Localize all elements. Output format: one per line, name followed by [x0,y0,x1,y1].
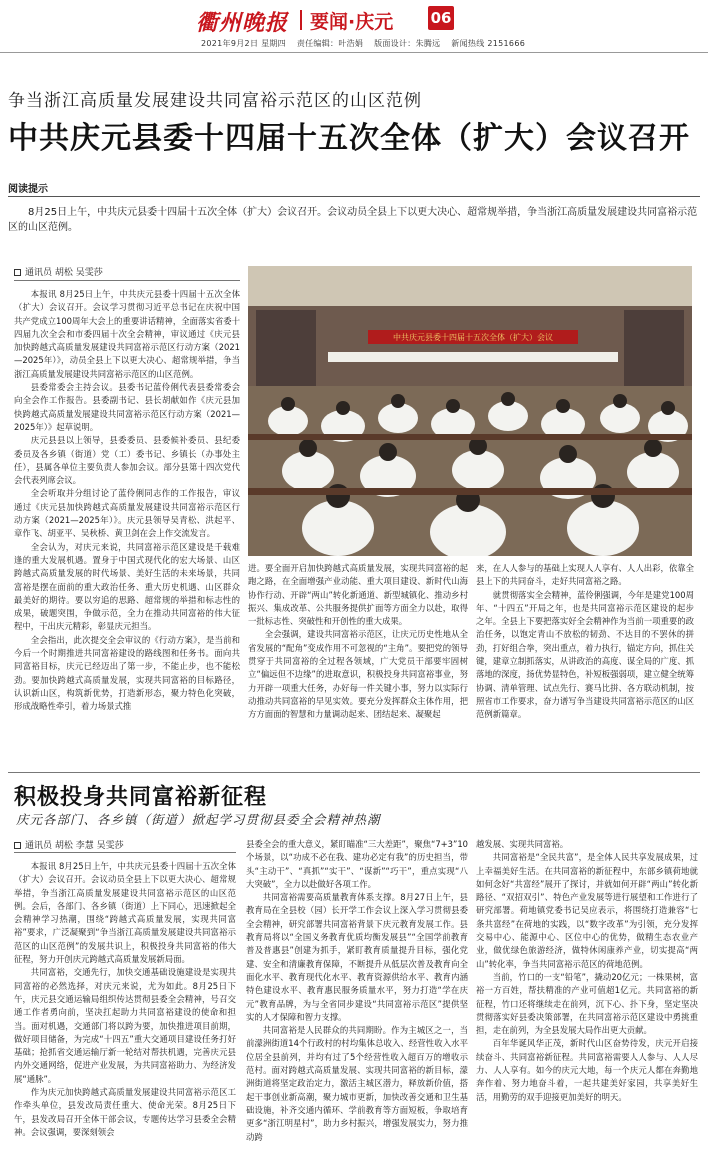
masthead-divider [300,10,302,30]
story2-col2-p1: 县委全会的重大意义，紧盯瞄准“三大差距”，聚焦“7+3”10个场景，以“功成不必在我、建功必定有我”的历史担当，带头“主动干”、“真抓”“实干”、“谋新”“巧干”，重点实现“八大突破”，全力以赴做好各项工作。 [246,839,468,889]
page-number: 06 [428,6,454,30]
story1-column-2 [248,562,468,764]
masthead [0,0,708,56]
editor-credit: 责任编辑：叶浩娟 [296,39,364,48]
issue-date: 2021年9月2日 星期四 [201,39,286,48]
story1-col1-p3: 庆元县县以上领导，县委委员、县委候补委员、县纪委委员及各乡镇（街道）党（工）委书记、乡镇长（办事处主任），县属各单位主要负责人参加会议。部分县第十四次党代会代表列席会议。 [14,435,240,486]
section-title: 要闻·庆元 [310,11,394,33]
square-bullet-icon [14,269,21,276]
story2-subheadline: 庆元各部门、各乡镇（街道）掀起学习贯彻县委全会精神热潮 [16,812,381,827]
story2-col2-p2: 共同富裕需要高质量教育体系支撑。8月27日上午，县教育局在全县校（园）长开学工作会议上深入学习贯彻县委全会精神，研究部署共同富裕背景下庆元教育发展工作。县教育局将以“全国义务教育优质均衡发展县”“全国学前教育普及普惠县”创建为抓手，紧盯教育质量提升目标，强化党建、安全和清廉教育保障，不断提升从低层次普及教育向全面化水平、教育现代化水平、教育资源供给水平、教育内涵特色建设水平、教育惠民服务质量水平，努力打造“学在庆元”教育品牌，为与全省同步建设“共同富裕示范区”提供坚实的人才保障和智力支撑。 [246,892,468,1022]
lead-label: 阅读提示 [8,184,48,195]
story2-col1-p1: 本报讯 8月25日上午，中共庆元县委十四届十五次全体（扩大）会议召开。会议动员全县上下以更大决心、超常规举措，争当浙江高质量发展建设共同富裕示范区的山区范例。会后，各部门、各乡镇（街道）上下同心，迅速掀起全会精神学习热潮，围绕“跨越式高质量发展，实现共同富裕”要求，广泛凝聚到“争当浙江高质量发展建设共同富裕示范区的山区范例”的发展共识上，积极投身共同富裕的伟大征程，努力开创庆元跨越式高质量发展新局面。 [14,861,236,965]
newspaper-logo: 衢州晚报 [196,10,289,36]
story1-column-1 [14,288,240,763]
story2-col3-p4: 百年华诞风华正茂，新时代山区奋势待发，庆元开启接续奋斗、共同富裕新征程。共同富裕需要人人参与、人人尽力、人人享有。如今的庆元大地，每一个庆元人都在奔勤地奔作着、努力地奋斗着，一起共建美好家园，共享美好生活，用勤劳的双手迎接更加美好的明天。 [476,1038,698,1102]
news-hotline: 新闻热线 2151666 [451,39,526,48]
story2-col2-p3: 共同富裕是人民群众的共同期盼。作为主城区之一，当前濛洲街道14个行政村的村均集体总收入、经营性收入水平位居全县前列，并均有过了5个经营性收入超百万的增收示范村。面对跨越式高质量发展、实现共同富裕的新目标，濛洲街道将坚定政治定力，激活主城区潜力，释放新价值，搭起干事创业新高潮，聚力城市更新，加快改善交通和卫生基础设施，补齐交通内循环、学前教育等方面短板，争取培育更多“浙江明星村”，助力乡村振兴，增强发展实力，努力推动跨 [246,1025,468,1142]
story1-col1-p6: 全会指出，此次提交全会审议的《行动方案》，是当前和今后一个时期推进共同富裕建设的路线图和任务书。面向共同富裕目标，庆元已经迈出了第一步，不能止步，也不能松劲。要加快跨越式高质量发展，实现共同富裕的目标路径，认识新山区，构筑新优势，打造新形态，聚力特色化突破，形成战略性牵引，着力场景式推 [14,634,240,712]
story2-byline-text: 通讯员 胡松 李慧 吴雯莎 [25,841,124,851]
lead-paragraph: 8月25日上午，中共庆元县委十四届十五次全体（扩大）会议召开。会议动员全县上下以更大决心、超常规举措，争当浙江高质量发展建设共同富裕示范区的山区范例。 [8,207,698,233]
story1-byline [14,265,103,278]
square-bullet-icon [14,842,21,849]
story2-headline: 积极投身共同富裕新征程 [14,785,268,810]
story2-column-2 [246,838,468,1154]
story1-byline-rule [14,280,240,281]
designer-credit: 版面设计：朱腾远 [374,39,441,48]
section-divider [8,772,700,773]
story1-col1-p5: 全会认为，对庆元来说，共同富裕示范区建设是千载难逢的重大发展机遇。置身于中国式现代化的宏大场景、山区跨越式高质量发展的时代场景、美好生活的未来场景，共同富裕是摆在面前的重大政治任务、重大历史机遇、山区群众最美好的期待。要以穷追的思路、超常规的举措和标志性的成果，破题突围，争做示范，全力在推动共同富裕的伟大征程中，干出庆元精彩，彰显庆元担当。 [14,541,240,632]
masthead-rule [0,52,708,53]
story2-byline [14,838,124,851]
meeting-photo-image [248,266,692,556]
story2-col1-p3: 作为庆元加快跨越式高质量发展建设共同富裕示范区工作牵头单位，县发改局责任重大、使命光荣。8月25日下午，县发改局召开全体干部会议，专题传达学习县委全会精神。会议强调，要深刻领会 [14,1087,236,1137]
story2-col3-p1: 越发展、实现共同富裕。 [476,839,569,849]
story2-col3-p3: 当前，竹口的一支“铅笔”，撬动20亿元；一株果树，富裕一方百姓，帮扶精准的产业可值超1亿元。共同富裕的新征程，竹口还将继续走在前列，沉下心、扑下身，坚定坚决贯彻落实好县委决策部署，在共同富裕示范区建设中勇挑重担，走在前列，为全县发展大局作出更大贡献。 [476,971,698,1036]
lead-rule [8,196,700,197]
story1-col3-p2: 就贯彻落实全会精神，蓝伶俐强调，今年是建党100周年、“十四五”开局之年，也是共同富裕示范区建设的起步之年。全县上下要把落实好全会精神作为当前一项重要的政治任务，以饱定青山不放松的韧劲、不达目的不罢休的拼劲，打好组合拳，突出重点，着力执行，锚定方向，抓住关键，建章立制抓落实，从讲政治的高度、谋全局的广度、抓落地的深度，扬优势显特色，补短板强弱项，建立健全统筹协调、清单管理、试点先行、赛马比拼、各方联动机制，按照省市工作要求，奋力谱写争当建设共同富裕示范区的山区范例新篇章。 [476,589,694,720]
story2-col1-p2: 共同富裕，交通先行，加快交通基础设施建设是实现共同富裕的必然选择，对庆元来说，尤为如此。8月25日下午，庆元县交通运输局组织传达贯彻县委全会精神，号召交通工作者勇向前，坚决扛起助力共同富裕建设的使命和担当。面对机遇，交通部门将以跨为要，加快推进项目前期，做好项目储备，为完成“十四五”重大交通项目建设任务打好基础；抢抓省交通运输厅新一轮结对帮扶机遇，完善庆元县内外交通网络，促进产业发展，为共同富裕助力、为经济发展“通脉”。 [14,967,236,1084]
story2-column-1 [14,860,236,1154]
photo-banner-text: 中共庆元县委十四届十五次全体（扩大）会议 [393,333,553,342]
masthead-meta [201,38,533,49]
story2-column-3 [476,838,698,1154]
story1-col1-p1: 本报讯 8月25日上午，中共庆元县委十四届十五次全体（扩大）会议召开。会议学习贯彻习近平总书记在庆祝中国共产党成立100周年大会上的重要讲话精神，全面落实省委十四届九次全会和市委四届十次全会精神，审议通过《庆元县加快跨越式高质量发展建设共同富裕示范区行动方案（2021—2025年）》，动员全县上下以更大决心、超常规举措，争当浙江高质量发展建设共同富裕示范区的山区范例。 [14,289,240,379]
story2-col3-p2: 共同富裕是“全民共富”，是全体人民共享发展成果，过上幸福美好生活。在共同富裕的新征程中，东部乡镇荷地就如何念好“共富经”展开了探讨，并就如何开辟“两山”转化新路径、“双招双引”、特色产业发展等进行展望和工作进行了研究部署。荷地镇党委书记吴应表示，将围绕打造兼容“七条共富经”在荷地的实践，以“数字改革”为引领，充分发挥交易中心、能源中心、区位中心的优势，做精生态农业产业，做优绿色旅游经济，做特休闲康养产业，切实提高“两山”转化率，争当共同富裕示范区的荷地范例。 [476,852,698,969]
story1-col1-p4: 全会听取并分组讨论了蓝伶俐同志作的工作报告，审议通过《庆元县加快跨越式高质量发展建设共同富裕示范区行动方案（2021—2025年）》。庆元县领导吴青松、洪起平、章作飞、胡亚平、吴秋桥、黄卫剑在会上作交流发言。 [14,488,240,539]
story1-headline: 中共庆元县委十四届十五次全体（扩大）会议召开 [8,121,690,156]
story1-byline-text: 通讯员 胡松 吴雯莎 [25,268,103,278]
meeting-photo [248,266,692,556]
story1-col3-p1: 来，在人人参与的基础上实现人人享有、人人出彩，依靠全县上下的共同奋斗，走好共同富裕之路。 [476,563,694,587]
story1-col2-p1: 进。要全面开启加快跨越式高质量发展，实现共同富裕的起跑之路，在全面增强产业动能、重大项目建设、新时代山海协作行动、开辟“两山”转化新通道、新型城镇化、推动乡村振兴、集成改革、公共服务提供扩面等方面全力以赴，取得一批标志性、突破性和开创性的重大成果。 [248,563,468,627]
story1-col1-p2: 县委常委会主持会议。县委书记蓝伶俐代表县委常委会向全会作工作报告。县委副书记、县长胡献如作《庆元县加快跨越式高质量发展建设共同富裕示范区行动方案（2021—2025年）》起草说明。 [14,382,240,432]
story1-column-3 [476,562,694,764]
story2-byline-rule [14,852,236,853]
story1-col2-p2: 全会强调，建设共同富裕示范区，让庆元历史性地从全省发展的“配角”变成作用不可忽视的“主角”。要把党的领导贯穿于共同富裕的全过程各领域，广大党员干部要牢固树立“偏远但不边缘”的进取意识，积极投身共同富裕事业，努力开辟一项重大任务，办好每一件关键小事，努力以实际行动推动共同富裕的早见实效。要充分发挥群众主体作用，把方方面面的智慧和力量调动起来、团结起来、凝聚起 [248,629,468,720]
story1-kicker: 争当浙江高质量发展建设共同富裕示范区的山区范例 [8,91,422,111]
